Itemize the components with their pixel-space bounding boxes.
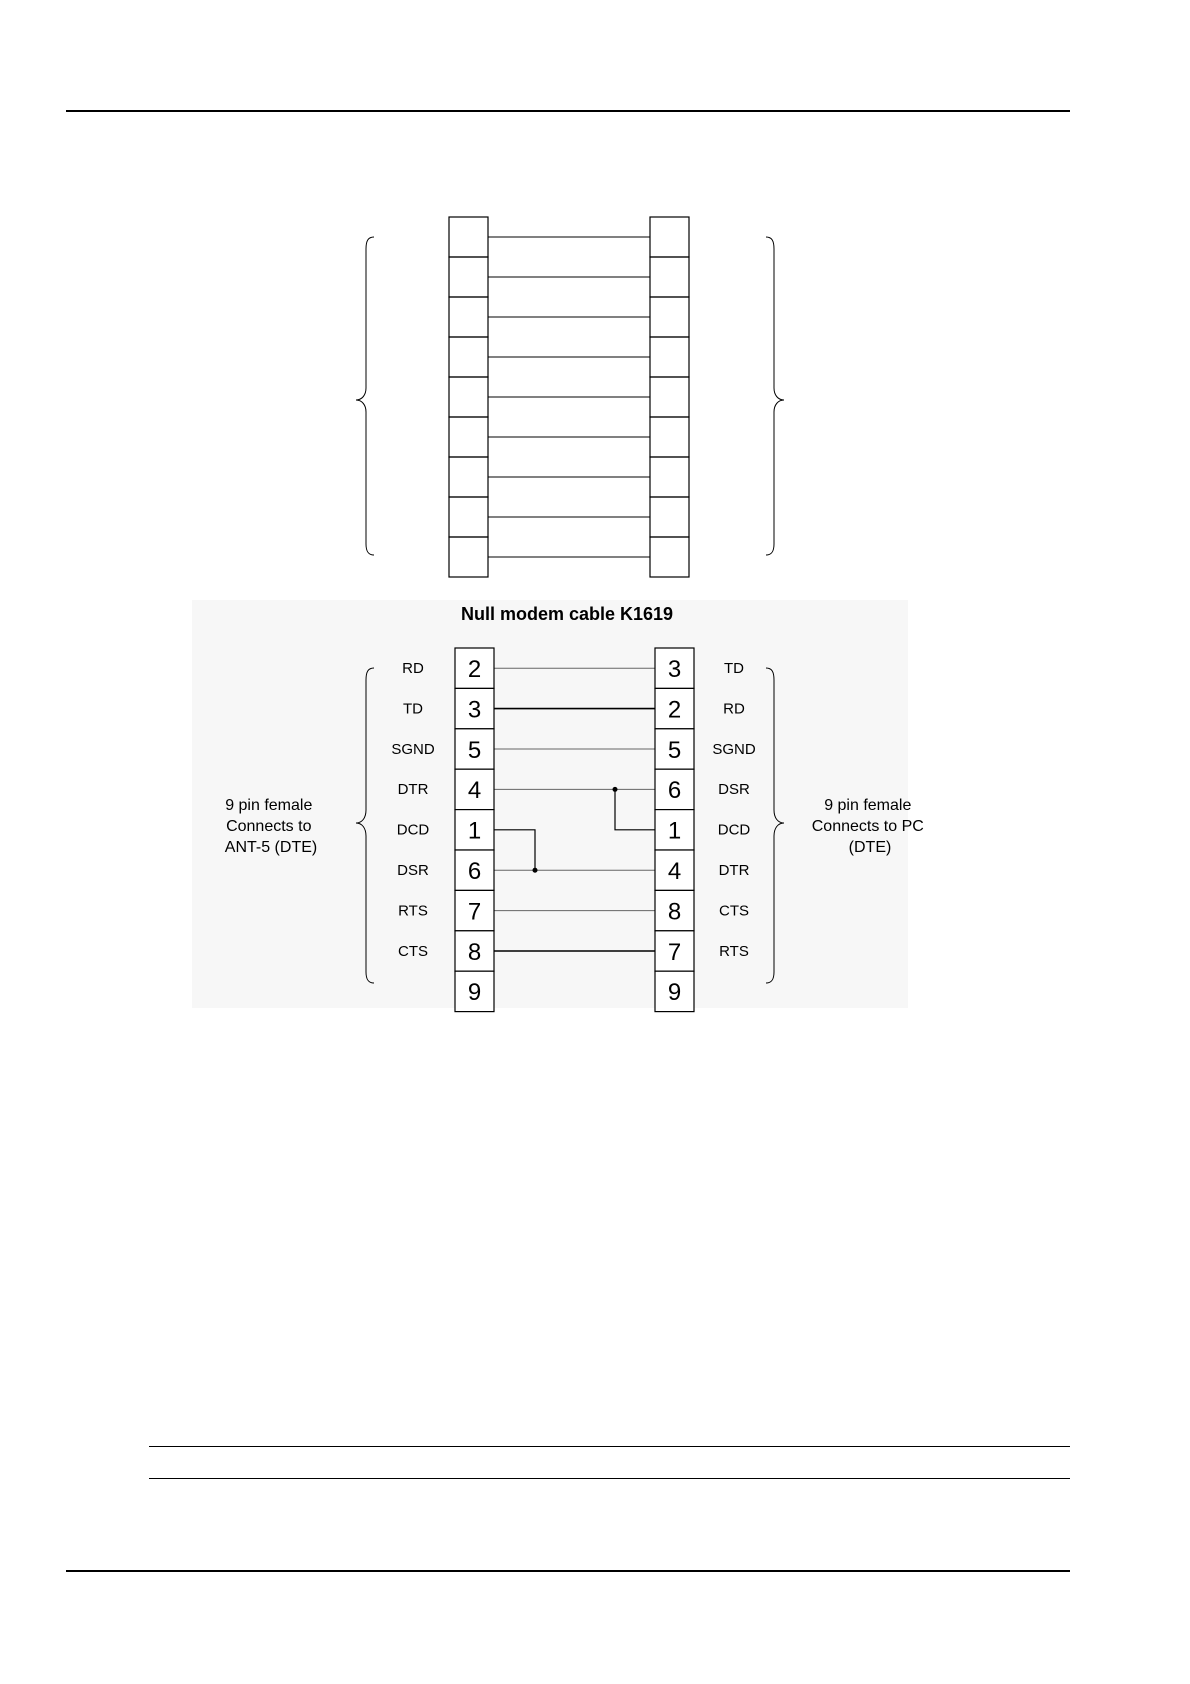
- left-pin-signal: TD: [403, 700, 423, 718]
- left-pin-number: 1: [467, 817, 482, 845]
- right-pin-number: 1: [667, 817, 682, 845]
- left-pin-number: 6: [467, 858, 482, 885]
- wire-junction: [613, 787, 618, 792]
- left-connector-description: 9 pin female Connects to ANT-5 (DTE): [224, 797, 318, 856]
- top-right-pin-box: [650, 537, 689, 577]
- top-left-pin-box: [449, 257, 488, 297]
- right-pin-signal: DTR: [718, 862, 750, 879]
- diagram-title: Null modem cable K1619: [460, 604, 674, 624]
- left-pin-signal: CTS: [398, 942, 428, 960]
- right-connector-description: 9 pin female Connects to PC (DTE): [811, 797, 924, 856]
- left-pin-number: 8: [467, 938, 482, 966]
- right-pin-number: 3: [667, 656, 682, 683]
- top-right-pin-box: [650, 337, 689, 377]
- top-connector-group: [356, 217, 784, 577]
- top-left-pin-box: [449, 377, 488, 417]
- right-pin-number: 9: [667, 979, 682, 1007]
- left-pin-signal: DSR: [397, 862, 429, 879]
- right-pin-number: 5: [667, 736, 682, 764]
- left-pin-number: 2: [467, 656, 482, 683]
- left-pin-number: 4: [467, 777, 482, 805]
- left-pin-signal: DTR: [397, 781, 429, 799]
- right-pin-number: 7: [667, 938, 682, 966]
- top-right-pin-box: [650, 417, 689, 457]
- left-pin-number: 3: [467, 696, 482, 724]
- top-left-pin-box: [449, 337, 488, 377]
- top-left-pin-box: [449, 297, 488, 337]
- right-pin-number: 8: [667, 898, 682, 926]
- top-left-pin-box: [449, 217, 488, 257]
- top-right-brace: [766, 237, 784, 555]
- left-pin-signal: RTS: [398, 902, 428, 920]
- right-pin-signal: RD: [723, 700, 745, 718]
- right-pin-signal: SGND: [712, 740, 756, 758]
- left-pin-signal: RD: [402, 660, 424, 677]
- left-pin-number: 7: [467, 898, 482, 926]
- top-left-pin-box: [449, 497, 488, 537]
- top-right-pin-box: [650, 457, 689, 497]
- left-pin-number: 5: [467, 736, 482, 764]
- top-left-pin-box: [449, 537, 488, 577]
- top-left-brace: [356, 237, 374, 555]
- right-pin-signal: TD: [724, 660, 744, 677]
- right-pin-signal: CTS: [719, 902, 749, 920]
- right-pin-number: 6: [667, 777, 682, 805]
- right-pin-signal: RTS: [719, 942, 749, 960]
- top-left-pin-box: [449, 417, 488, 457]
- top-left-pin-box: [449, 457, 488, 497]
- right-pin-signal: DCD: [717, 821, 751, 839]
- right-pin-signal: DSR: [718, 781, 750, 799]
- left-pin-signal: SGND: [391, 740, 435, 758]
- top-right-pin-box: [650, 377, 689, 417]
- top-right-pin-box: [650, 217, 689, 257]
- top-right-pin-box: [650, 257, 689, 297]
- top-right-pin-box: [650, 297, 689, 337]
- right-pin-number: 4: [667, 858, 682, 885]
- left-pin-signal: DCD: [396, 821, 430, 839]
- right-pin-number: 2: [667, 696, 682, 724]
- top-right-pin-box: [650, 497, 689, 537]
- wire-junction: [533, 868, 538, 873]
- left-pin-number: 9: [467, 979, 482, 1007]
